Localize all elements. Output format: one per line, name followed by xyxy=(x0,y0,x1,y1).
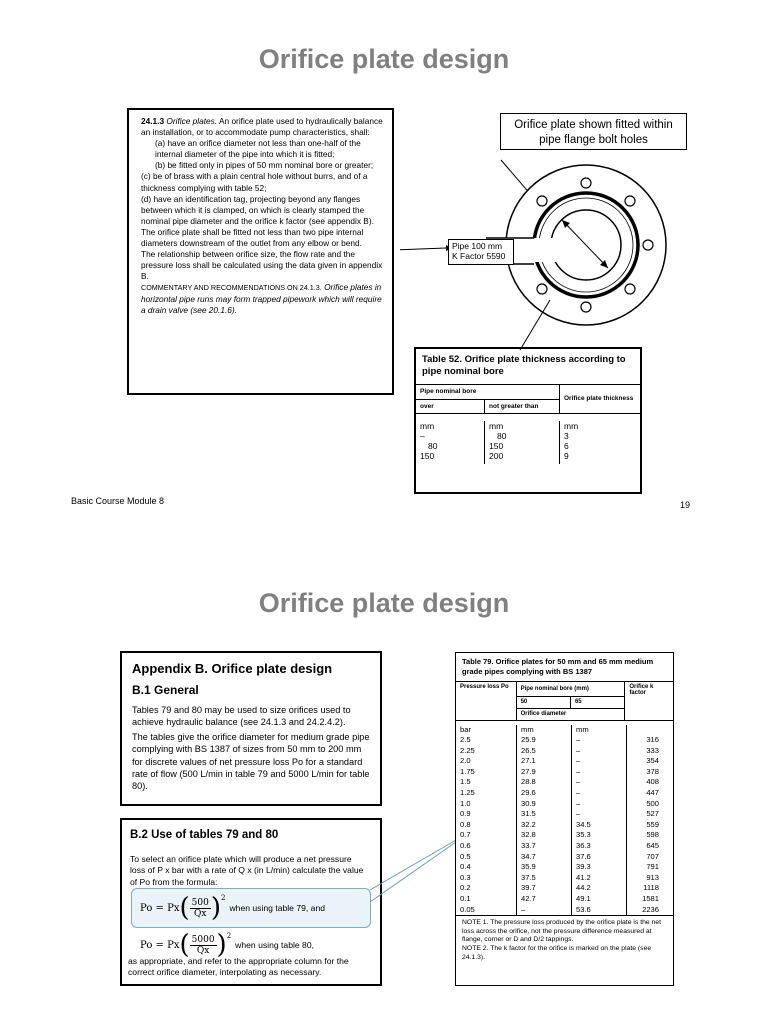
table-79-cell: 27.9 xyxy=(517,767,572,778)
table-79-cell: 1.0 xyxy=(456,799,517,810)
formula-2-po: Po xyxy=(140,939,153,951)
table-79-cell: 2.25 xyxy=(456,746,517,757)
table-52-cell: mm xyxy=(416,421,485,431)
table-79-cell: 0.6 xyxy=(456,841,517,852)
table-79-cell: – xyxy=(572,809,627,820)
table-row xyxy=(456,767,673,778)
table-79-cell: 0.05 xyxy=(456,905,517,916)
formula-callout-lines xyxy=(360,830,460,910)
table-79-body xyxy=(456,725,673,916)
table-79-cell: 27.1 xyxy=(517,756,572,767)
commentary-label: COMMENTARY AND RECOMMENDATIONS ON 24.1.3. xyxy=(141,283,322,293)
clause-title: Orifice plates. xyxy=(166,116,218,126)
table-52-cell: mm xyxy=(564,420,579,431)
table-52-cell: – xyxy=(416,431,485,441)
slide1-page-number: 19 xyxy=(680,500,691,510)
formula-2-eq: = xyxy=(155,939,164,951)
slide1-footer-module: Basic Course Module 8 xyxy=(71,496,165,506)
table-row xyxy=(456,777,673,788)
table-79-cell: 37.6 xyxy=(572,852,627,863)
formula-2-denominator: Qx xyxy=(196,945,210,956)
section-b2-closing: as appropriate, and refer to the appropriate column for the correct orifice diameter, interpolating as necessary. xyxy=(128,956,349,978)
table-79-cell: 791 xyxy=(646,862,659,872)
table-79-cell: 26.5 xyxy=(517,746,572,757)
table-row xyxy=(456,820,673,831)
table-row xyxy=(456,852,673,863)
clause-24-1-3-box xyxy=(127,108,394,395)
table-79-cell: 32.2 xyxy=(517,820,572,831)
table-79-cell: – xyxy=(572,756,627,767)
formula-1-eq: = xyxy=(155,902,164,914)
clause-item-d: (d) have an identification tag, projecting beyond any flanges between which it is clamped, on which is clearly stamped the nominal pipe diameter and the orifice k factor (see appendix B). xyxy=(141,193,374,226)
section-b2-text: To select an orifice plate which will produce a net pressure loss of P x bar with a rate of Q x (in L/min) calculate the value of Po from the formula: xyxy=(130,854,364,887)
table-79-cell: – xyxy=(572,799,627,810)
table-52-cell: 3 xyxy=(564,430,569,441)
table-52-header-bore: Pipe nominal bore xyxy=(416,385,560,399)
table-79-header-65: 65 xyxy=(570,696,624,708)
table-79-cell: 37.5 xyxy=(517,873,572,884)
table-52-cell: 80 xyxy=(416,441,485,451)
table-52 xyxy=(414,347,642,494)
clause-para-1: The orifice plate shall be fitted not less than two pipe internal diameters downstream of the outlet from any elbow or bend. xyxy=(141,226,364,249)
slide2-title: Orifice plate design xyxy=(258,588,510,618)
slide1-title: Orifice plate design xyxy=(258,44,510,74)
table-79-header-k: Orifice k factor xyxy=(625,682,673,720)
table-row xyxy=(456,883,673,894)
table-52-cell: 6 xyxy=(564,440,569,451)
table-row xyxy=(416,441,640,451)
table-79-cell: 0.3 xyxy=(456,873,517,884)
table-row xyxy=(416,421,640,431)
table-79-cell: 41.2 xyxy=(572,873,627,884)
table-79 xyxy=(455,652,674,986)
table-row xyxy=(456,873,673,884)
table-79-header-bore: Pipe nominal bore (mm) xyxy=(516,682,625,696)
table-79-cell: 333 xyxy=(646,745,659,755)
formula-1-fraction xyxy=(190,898,211,919)
table-79-cell: 0.1 xyxy=(456,894,517,905)
formula-table-79: Po = Px ( $\frac{500}{Qx}$ ) $^2$ when using table 79, and xyxy=(140,893,326,923)
table-row xyxy=(456,894,673,905)
table-79-cell: 527 xyxy=(646,809,659,819)
table-79-cell: 408 xyxy=(646,777,659,787)
table-79-cell: 28.8 xyxy=(517,777,572,788)
clause-item-b: (b) be fitted only in pipes of 50 mm nominal bore or greater; xyxy=(155,160,374,171)
formula-1-exponent: 2 xyxy=(220,894,226,902)
table-row xyxy=(456,756,673,767)
clause-number: 24.1.3 xyxy=(141,116,165,126)
table-79-cell: 0.7 xyxy=(456,830,517,841)
table-row xyxy=(456,841,673,852)
table-79-cell: 559 xyxy=(646,819,659,829)
table-79-cell: 33.7 xyxy=(517,841,572,852)
table-79-cell: 34.5 xyxy=(572,820,627,831)
table-79-cell: 316 xyxy=(646,735,659,745)
table-52-sub-over: over xyxy=(416,399,485,413)
table-79-cell: 36.3 xyxy=(572,841,627,852)
table-79-cell: 25.9 xyxy=(517,735,572,746)
table-79-cell: 39.7 xyxy=(517,883,572,894)
table-79-cell: 598 xyxy=(646,830,659,840)
table-79-header-50: 50 xyxy=(516,696,570,708)
table-79-cell: 0.8 xyxy=(456,820,517,831)
formula-2-tail: when using table 80, xyxy=(235,940,315,950)
formula-2-px: Px xyxy=(167,939,180,951)
table-79-cell: 1.75 xyxy=(456,767,517,778)
table-79-cell: 0.9 xyxy=(456,809,517,820)
table-79-cell: 0.2 xyxy=(456,883,517,894)
table-79-cell: mm xyxy=(517,725,572,736)
table-79-cell: 2.0 xyxy=(456,756,517,767)
table-79-cell: 49.1 xyxy=(572,894,627,905)
table-row xyxy=(416,431,640,441)
table-79-cell: – xyxy=(572,777,627,788)
table-52-cell: 150 xyxy=(416,451,485,464)
table-79-cell: 53.6 xyxy=(572,905,627,916)
flange-diagram xyxy=(400,140,700,360)
table-52-cell: 200 xyxy=(485,451,560,464)
table-52-caption: Table 52. Orifice plate thickness according to pipe nominal bore xyxy=(416,349,640,385)
formula-1-denominator: Qx xyxy=(194,908,207,919)
section-b2-heading: B.2 Use of tables 79 and 80 xyxy=(130,829,279,841)
table-79-cell: 34.7 xyxy=(517,852,572,863)
section-b1-heading: B.1 General xyxy=(132,683,199,697)
diagram-caption: Orifice plate shown fitted within pipe flange bolt holes xyxy=(500,113,687,150)
table-79-cell: 913 xyxy=(646,872,659,882)
appendix-heading: Appendix B. Orifice plate design xyxy=(132,661,333,676)
table-79-cell: 39.3 xyxy=(572,862,627,873)
table-row xyxy=(456,862,673,873)
formula-1-px: Px xyxy=(167,902,180,914)
table-row xyxy=(456,735,673,746)
table-79-cell: 32.8 xyxy=(517,830,572,841)
formula-table-80: Po = Px ( $\frac{5000}{Qx}$ ) $^2$ when using table 80, xyxy=(140,930,315,960)
table-79-caption: Table 79. Orifice plates for 50 mm and 65 mm medium grade pipes complying with BS 1387 xyxy=(456,653,673,682)
formula-2-fraction xyxy=(190,935,217,956)
clause-item-c: (c) be of brass with a plain central hole without burrs, and of a thickness complying with table 52; xyxy=(141,171,368,193)
table-79-cell: 0.4 xyxy=(456,862,517,873)
table-row xyxy=(456,809,673,820)
table-79-cell: – xyxy=(572,735,627,746)
table-79-cell: 500 xyxy=(646,798,659,808)
k-factor-text: K Factor 5590 xyxy=(452,251,506,261)
table-79-cell: 1.25 xyxy=(456,788,517,799)
table-row xyxy=(456,746,673,757)
table-79-note-1: NOTE 1. The pressure loss produced by the orifice plate is the net loss across the orifice, not the pressure difference measured at flange, corner or D and D/2 tappings. xyxy=(462,919,661,944)
pipe-k-factor-label xyxy=(448,239,514,265)
table-79-cell: 1581 xyxy=(642,894,659,903)
formula-1-numerator: 500 xyxy=(191,897,209,908)
table-52-cell: 80 xyxy=(485,431,560,441)
table-row xyxy=(456,788,673,799)
table-79-cell: – xyxy=(517,905,572,916)
table-79-cell: 378 xyxy=(646,766,659,776)
table-79-cell: 354 xyxy=(646,756,659,766)
formula-1-tail: when using table 79, and xyxy=(229,903,326,913)
table-79-cell: 2.5 xyxy=(456,735,517,746)
table-row xyxy=(416,451,640,464)
table-row xyxy=(456,799,673,810)
table-79-cell: bar xyxy=(456,725,517,736)
table-row xyxy=(456,905,673,916)
table-52-cell: 150 xyxy=(485,441,560,451)
table-79-cell: mm xyxy=(572,725,627,736)
table-79-cell: 35.3 xyxy=(572,830,627,841)
table-79-cell: 42.7 xyxy=(517,894,572,905)
table-52-header-thickness: Orifice plate thickness xyxy=(560,385,641,413)
table-79-cell: 29.6 xyxy=(517,788,572,799)
table-79-notes xyxy=(456,915,673,965)
table-79-cell: 645 xyxy=(646,841,659,851)
table-79-cell: 707 xyxy=(646,851,659,861)
table-79-cell: 31.5 xyxy=(517,809,572,820)
pipe-size-text: Pipe 100 mm xyxy=(452,241,503,251)
table-52-cell: 9 xyxy=(564,450,569,461)
table-79-cell xyxy=(627,725,674,736)
table-row xyxy=(456,830,673,841)
appendix-text-2: The tables give the orifice diameter for medium grade pipe complying with BS 1387 of sizes from 50 mm to 200 mm for discrete values of net pressure loss Po for a standard rate of flow (500 L/min in table 79 and 5000 L/min for table 80). xyxy=(132,731,370,792)
formula-2-numerator: 5000 xyxy=(191,934,215,945)
appendix-b-box xyxy=(120,651,382,806)
commentary-text: Orifice plates in horizontal pipe runs may form trapped pipework which will require a drain valve (see 20.1.6). xyxy=(141,282,382,315)
formula-1-po: Po xyxy=(140,902,153,914)
table-79-header-pressure: Pressure loss Po xyxy=(456,682,516,720)
table-79-cell: 44.2 xyxy=(572,883,627,894)
table-79-note-2: NOTE 2. The k factor for the orifice is marked on the plate (see 24.1.3). xyxy=(462,944,652,961)
clause-leader-line xyxy=(400,248,446,250)
table-79-cell: 0.5 xyxy=(456,852,517,863)
table-79-cell: 2236 xyxy=(642,904,659,914)
formula-2-exponent: 2 xyxy=(226,932,232,940)
table-79-cell: – xyxy=(572,746,627,757)
table-79-cell: 30.9 xyxy=(517,799,572,810)
table-79-cell: – xyxy=(572,767,627,778)
clause-intro: An orifice plate used to hydraulically balance an installation, or to accommodate pump characteristics, shall: xyxy=(141,116,383,138)
clause-para-2: The relationship between orifice size, the flow rate and the pressure loss shall be calculated using the data given in appendix B. xyxy=(141,249,383,282)
table-79-cell: – xyxy=(572,788,627,799)
table-79-header-diameter: Orifice diameter xyxy=(516,708,625,720)
table-79-cell: 35.9 xyxy=(517,862,572,873)
table-79-cell: 1118 xyxy=(643,883,659,893)
table-52-sub-not-greater: not greater than xyxy=(485,399,560,413)
clause-item-a: (a) have an orifice diameter not less than one-half of the internal diameter of the pipe into which it is fitted; xyxy=(155,138,361,160)
table-52-cell: mm xyxy=(485,421,560,431)
table-row xyxy=(456,725,673,736)
table-79-cell: 1.5 xyxy=(456,777,517,788)
appendix-text-1: Tables 79 and 80 may be used to size orifices used to achieve hydraulic balance (see 24.1.3 and 24.2.4.2). xyxy=(132,705,351,728)
table-79-cell: 447 xyxy=(646,788,659,798)
